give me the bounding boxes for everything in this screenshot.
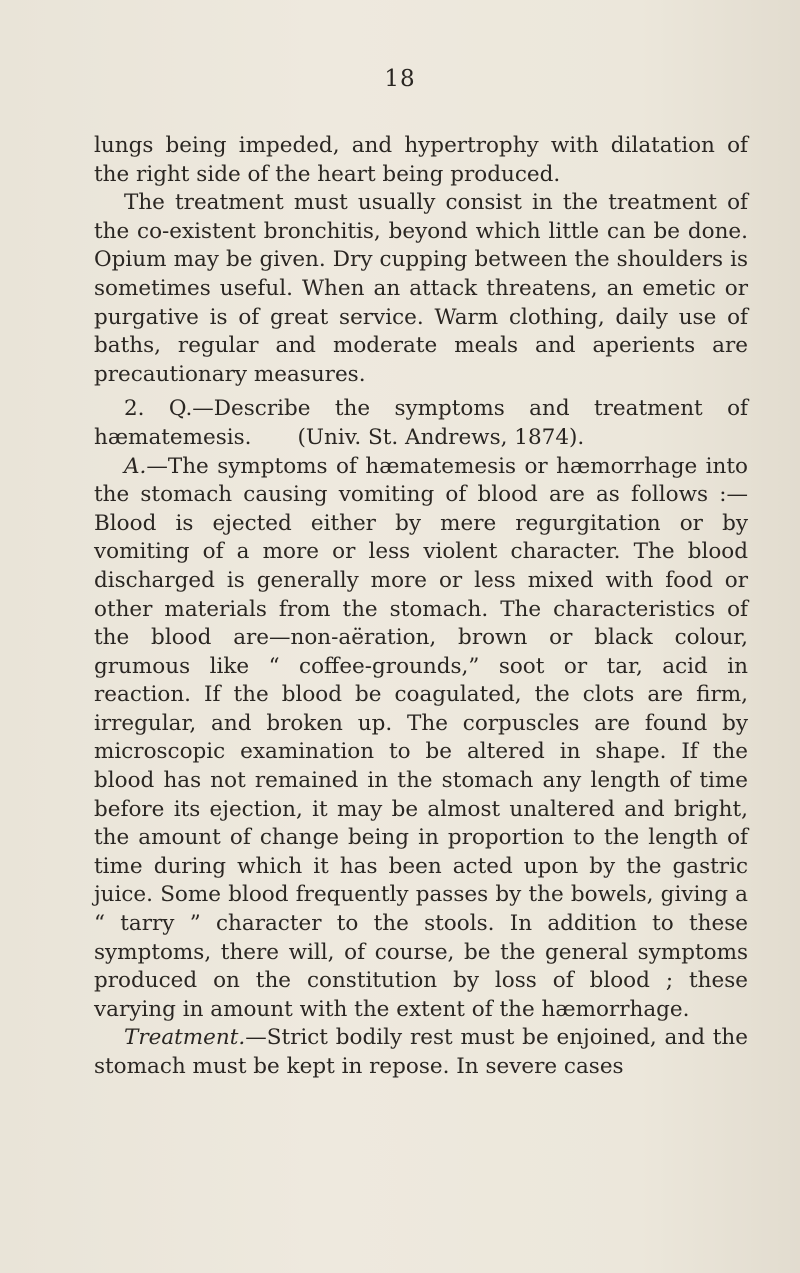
answer-label: A. (124, 453, 147, 479)
treatment-text: —Strict bodily rest must be enjoined, and the stomach must be kept in repose. In severe cases (94, 1025, 748, 1079)
question-text: —Describe the symptoms and treatment of hæmatemesis. (94, 396, 748, 450)
treatment-label: Treatment. (124, 1025, 246, 1051)
question-label: 2. Q. (124, 396, 193, 422)
page-number: 18 (384, 66, 416, 92)
answer-2 (94, 453, 748, 1025)
answer-text: —The symptoms of hæmatemesis or hæmorrhage into the stomach causing vomiting of blood are as follows :—Blood is ejected either by mere regurgitation or by vomiting of a more or less violent character. The blood discharged is generally more or less mixed with food or other materials from the stomach. The characteristics of the blood are—non-aëration, brown or black colour, grumous like “ coffee-grounds,” soot or tar, acid in reaction. If the blood be coagulated, the clots are firm, irregular, and broken up. The corpuscles are found by microscopic examination to be altered in shape. If the blood has not remained in the stomach any length of time before its ejection, it may be almost unaltered and bright, the amount of change being in proportion to the length of time during which it has been acted upon by the gastric juice. Some blood frequently passes by the bowels, giving a “ tarry ” character to the stools. In addition to these symptoms, there will, of course, be the general symptoms produced on the constitution by loss of blood ; these varying in amount with the extent of the hæmorrhage. (94, 453, 748, 1022)
paragraph-continuation: lungs being impeded, and hypertrophy with dilatation of the right side of the heart being produced. (94, 133, 748, 187)
question-2 (94, 395, 748, 452)
paragraph-treatment-bronchitis: The treatment must usually consist in the treatment of the co-existent bronchitis, beyond which little can be done. Opium may be given. Dry cupping between the shoulders is sometimes useful. When an attack threatens, an emetic or purgative is of great service. Warm clothing, daily use of baths, regular and moderate meals and aperients are precautionary measures. (94, 190, 748, 387)
body-text (94, 132, 748, 1082)
treatment-paragraph (94, 1024, 748, 1081)
question-citation: (Univ. St. Andrews, 1874). (297, 424, 585, 450)
